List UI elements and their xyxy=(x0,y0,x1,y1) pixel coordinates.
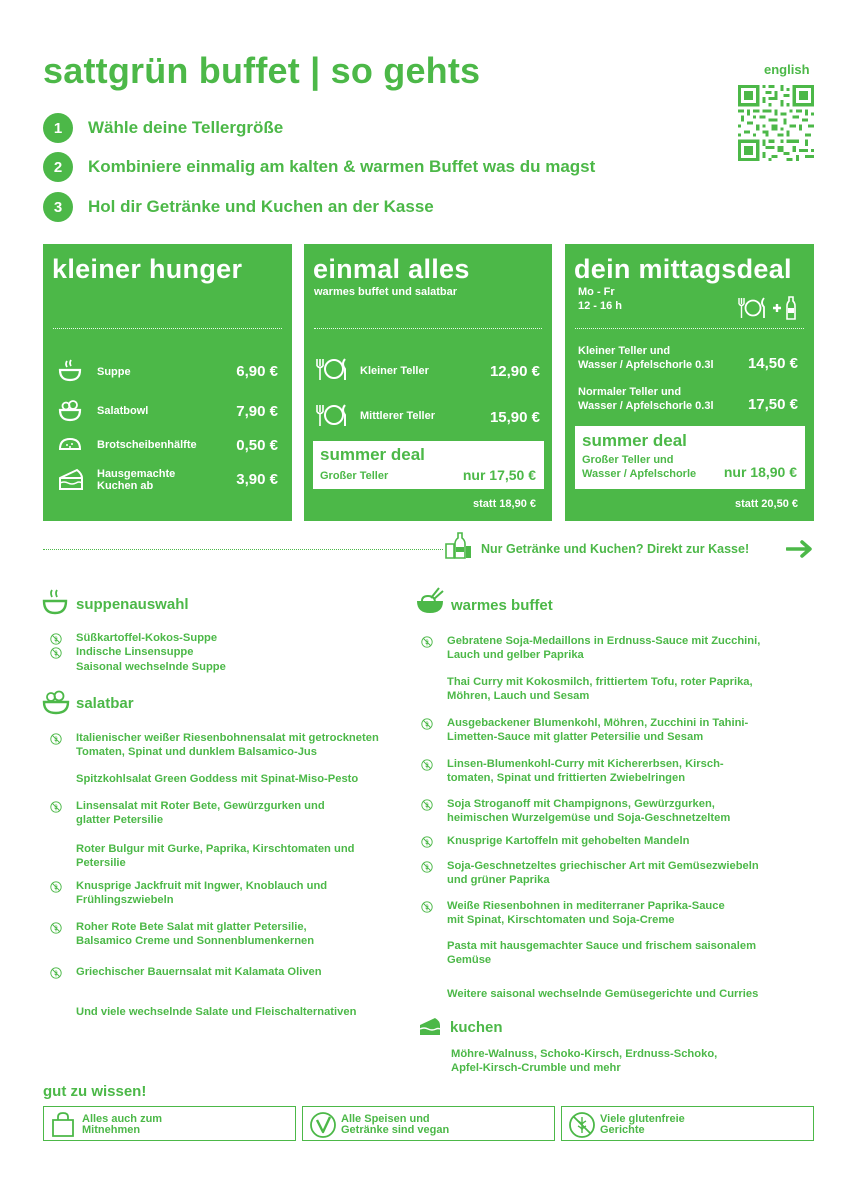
gluten-free-icon xyxy=(50,966,62,984)
info-line: Alles auch zum xyxy=(82,1113,163,1125)
gluten-free-icon xyxy=(421,717,433,735)
cake-line: Möhre-Walnuss, Schoko-Kirsch, Erdnuss-Schoko, xyxy=(451,1048,718,1060)
info-line: Alle Speisen und xyxy=(341,1113,430,1125)
list-item-line: mit Spinat, Kirschtomaten und Soja-Creme xyxy=(447,914,675,926)
list-item-line: Gebratene Soja-Medaillons in Erdnuss-Sauce mit Zucchini, xyxy=(447,635,761,647)
deal-item: Großer Teller xyxy=(320,470,389,482)
plate-cutlery-icon xyxy=(314,402,348,428)
info-label xyxy=(600,1114,685,1136)
info-box-gluten-free xyxy=(561,1106,814,1141)
card-einmal-alles xyxy=(304,244,552,521)
list-item-line: Weitere saisonal wechselnde Gemüsegerichte und Curries xyxy=(447,988,759,1000)
list-item xyxy=(76,799,325,827)
list-item xyxy=(76,965,322,979)
item-price: 17,50 € xyxy=(747,396,798,413)
list-item-line: Soja Stroganoff mit Champignons, Gewürzgurken, xyxy=(447,798,715,810)
deal-text xyxy=(582,453,696,481)
list-item-line: Möhren, Lauch und Sesam xyxy=(447,690,590,702)
summer-deal-box xyxy=(313,441,544,489)
item-label: Mittlerer Teller xyxy=(360,410,435,422)
list-item xyxy=(447,859,759,887)
list-item-line: Linsen-Blumenkohl-Curry mit Kichererbsen, Kirsch- xyxy=(447,758,724,770)
step-text: Kombiniere einmalig am kalten & warmen Buffet was du magst xyxy=(88,157,596,176)
takeaway-bag-icon xyxy=(50,1111,76,1139)
cake-icon xyxy=(418,1015,442,1037)
list-item xyxy=(76,920,314,948)
item-price: 3,90 € xyxy=(236,471,278,488)
list-item-line: Lauch und gelber Paprika xyxy=(447,649,584,661)
list-item xyxy=(447,757,724,785)
list-item xyxy=(76,879,327,907)
gluten-free-icon xyxy=(421,835,433,853)
page-title: sattgrün buffet | so gehts xyxy=(43,50,481,91)
step-number: 3 xyxy=(43,192,73,222)
list-item-line: Limetten-Sauce mit glatter Petersilie und Sesam xyxy=(447,731,704,743)
list-item-line: Thai Curry mit Kokosmilch, frittiertem Tofu, roter Paprika, xyxy=(447,676,753,688)
gluten-free-icon xyxy=(50,880,62,898)
card-title: kleiner hunger xyxy=(52,254,243,284)
list-item xyxy=(447,675,753,703)
list-item xyxy=(76,772,358,786)
info-line: Mitnehmen xyxy=(82,1124,141,1136)
drinks-icon xyxy=(444,532,472,560)
info-label xyxy=(341,1114,449,1136)
step-text: Wähle deine Tellergröße xyxy=(88,118,284,137)
deal-hours: 12 - 16 h xyxy=(578,300,623,312)
list-item-line: Weiße Riesenbohnen in mediterraner Paprika-Sauce xyxy=(447,900,725,912)
step-number: 1 xyxy=(43,113,73,143)
info-box-takeaway xyxy=(43,1106,296,1141)
item-label: Salatbowl xyxy=(97,405,149,417)
list-item-line: Knusprige Kartoffeln mit gehobelten Mandeln xyxy=(447,835,690,847)
list-item xyxy=(76,1005,356,1019)
qr-code-icon[interactable] xyxy=(738,85,814,161)
item-price: 12,90 € xyxy=(489,363,540,380)
cake-description xyxy=(451,1047,717,1075)
gluten-free-icon xyxy=(421,798,433,816)
list-item xyxy=(76,660,226,674)
deal-line: Wasser / Apfelschorle xyxy=(582,468,697,480)
list-item-line: Petersilie xyxy=(76,857,126,869)
soup-bowl-icon xyxy=(42,588,68,616)
step-1 xyxy=(43,113,283,143)
item-label: Hausgemachte Kuchen ab xyxy=(97,468,176,492)
list-item-line: Roter Bulgur mit Gurke, Paprika, Kirschtomaten und xyxy=(76,843,355,855)
item-price: 7,90 € xyxy=(236,403,278,420)
deal-title: summer deal xyxy=(582,431,687,450)
list-item-line: Frühlingszwiebeln xyxy=(76,894,174,906)
list-item-line: Spitzkohlsalat Green Goddess mit Spinat-Miso-Pesto xyxy=(76,773,359,785)
cake-icon xyxy=(57,466,85,492)
salad-bowl-icon xyxy=(42,689,70,715)
plate-plus-drink-icon xyxy=(737,296,801,320)
list-item-line: und grüner Paprika xyxy=(447,874,550,886)
deal-price: nur 17,50 € xyxy=(462,467,536,483)
list-item-line: heimischen Wurzelgemüse und Soja-Geschnetzeltem xyxy=(447,812,731,824)
item-line: Kleiner Teller und xyxy=(578,345,671,357)
gluten-free-icon xyxy=(421,900,433,918)
arrow-right-icon xyxy=(786,540,815,558)
salad-bowl-icon xyxy=(57,397,83,423)
step-2 xyxy=(43,152,595,182)
gluten-free-icon xyxy=(421,758,433,776)
card-subtitle: warmes buffet und salatbar xyxy=(314,286,458,298)
card-title: dein mittagsdeal xyxy=(574,254,792,284)
list-item xyxy=(447,634,760,662)
list-item-line: Italienischer weißer Riesenbohnensalat mit getrockneten xyxy=(76,732,379,744)
list-item-line: Griechischer Bauernsalat mit Kalamata Oliven xyxy=(76,966,322,978)
list-item-line: Balsamico Creme und Sonnenblumenkernen xyxy=(76,935,315,947)
list-item xyxy=(447,834,689,848)
list-item-line: Saisonal wechselnde Suppe xyxy=(76,661,226,673)
list-item-line: tomaten, Spinat und frittierten Zwiebelringen xyxy=(447,772,686,784)
section-title-warm: warmes buffet xyxy=(451,597,553,614)
deal-old-price: statt 20,50 € xyxy=(735,498,798,510)
plate-cutlery-icon xyxy=(314,356,348,382)
rice-bowl-chopsticks-icon xyxy=(415,586,445,616)
info-box-vegan xyxy=(302,1106,555,1141)
step-3 xyxy=(43,192,434,222)
step-number: 2 xyxy=(43,152,73,182)
item-label: Brotscheibenhälfte xyxy=(97,439,197,451)
list-item xyxy=(447,797,730,825)
list-item xyxy=(447,939,756,967)
deal-days: Mo - Fr xyxy=(578,286,615,298)
list-item xyxy=(76,645,194,659)
gluten-free-icon xyxy=(421,860,433,878)
item-price: 14,50 € xyxy=(747,355,798,372)
vegan-icon xyxy=(309,1111,337,1139)
cashier-note: Nur Getränke und Kuchen? Direkt zur Kasse! xyxy=(481,542,750,556)
list-item-line: Ausgebackener Blumenkohl, Möhren, Zucchini in Tahini- xyxy=(447,717,749,729)
info-line: Viele glutenfreie xyxy=(600,1113,685,1125)
section-title-soups: suppenauswahl xyxy=(76,596,189,613)
item-line: Wasser / Apfelschorle 0.3l xyxy=(578,400,714,412)
list-item-line: Soja-Geschnetzeltes griechischer Art mit Gemüsezwiebeln xyxy=(447,860,759,872)
item-label: Suppe xyxy=(97,366,131,378)
list-item-line: Roher Rote Bete Salat mit glatter Petersilie, xyxy=(76,921,307,933)
card-mittagsdeal xyxy=(565,244,814,521)
deal-price: nur 18,90 € xyxy=(723,464,797,480)
gluten-free-icon xyxy=(421,635,433,653)
item-line: Wasser / Apfelschorle 0.3l xyxy=(578,359,714,371)
list-item-line: Pasta mit hausgemachter Sauce und frischem saisonalem xyxy=(447,940,757,952)
cake-line: Apfel-Kirsch-Crumble und mehr xyxy=(451,1062,621,1074)
bread-icon xyxy=(57,434,83,454)
list-item-line: Knusprige Jackfruit mit Ingwer, Knoblauch und xyxy=(76,880,328,892)
gluten-free-icon xyxy=(50,800,62,818)
card-kleiner-hunger xyxy=(43,244,292,521)
list-item xyxy=(76,631,217,645)
deal-title: summer deal xyxy=(320,445,425,464)
summer-deal-box xyxy=(575,426,805,489)
deal-old-price: statt 18,90 € xyxy=(473,498,536,510)
step-text: Hol dir Getränke und Kuchen an der Kasse xyxy=(88,197,434,216)
list-item xyxy=(447,716,748,744)
item-price: 6,90 € xyxy=(236,363,278,380)
deal-line: Großer Teller und xyxy=(582,454,674,466)
item-line: Normaler Teller und xyxy=(578,386,682,398)
list-item-line: Indische Linsensuppe xyxy=(76,646,194,658)
item-price: 0,50 € xyxy=(236,437,278,454)
mittagsdeal-item-2 xyxy=(578,385,714,413)
list-item-line: Gemüse xyxy=(447,954,492,966)
item-price: 15,90 € xyxy=(489,409,540,426)
list-item-line: Linsensalat mit Roter Bete, Gewürzgurken und xyxy=(76,800,325,812)
info-line: Getränke sind vegan xyxy=(341,1124,450,1136)
list-item xyxy=(447,899,725,927)
mittagsdeal-item-1 xyxy=(578,344,714,372)
list-item-line: glatter Petersilie xyxy=(76,814,164,826)
divider xyxy=(43,549,443,550)
gluten-free-icon xyxy=(50,732,62,750)
section-title-salads: salatbar xyxy=(76,695,134,712)
list-item-line: Süßkartoffel-Kokos-Suppe xyxy=(76,632,218,644)
info-label xyxy=(82,1114,162,1136)
card-title: einmal alles xyxy=(313,254,470,284)
list-item-line: Tomaten, Spinat und dunklem Balsamico-Jus xyxy=(76,746,317,758)
info-line: Gerichte xyxy=(600,1124,645,1136)
soup-bowl-icon xyxy=(57,358,83,384)
gluten-free-icon xyxy=(568,1111,596,1139)
item-label: Kleiner Teller xyxy=(360,365,429,377)
list-item xyxy=(76,842,355,870)
list-item-line: Und viele wechselnde Salate und Fleischalternativen xyxy=(76,1006,357,1018)
language-link-english[interactable]: english xyxy=(764,62,810,77)
gluten-free-icon xyxy=(50,646,62,664)
section-title-cake: kuchen xyxy=(450,1019,503,1036)
list-item xyxy=(76,731,379,759)
footer-title: gut zu wissen! xyxy=(43,1083,147,1100)
gluten-free-icon xyxy=(50,921,62,939)
list-item xyxy=(447,987,758,1001)
